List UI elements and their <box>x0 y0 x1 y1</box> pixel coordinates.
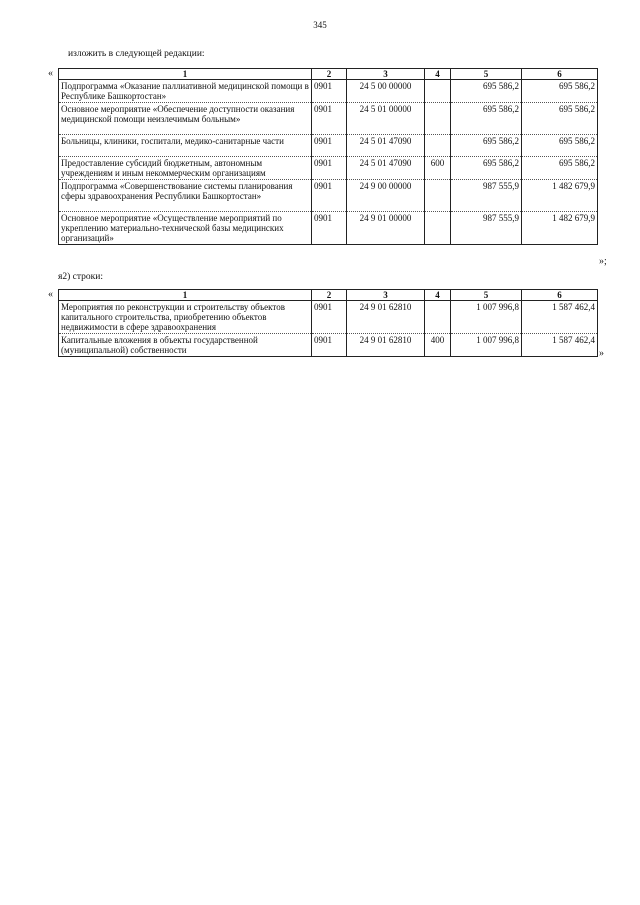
quote-open-1: « <box>48 68 53 79</box>
column-header: 6 <box>522 290 598 301</box>
row-value-6: 695 586,2 <box>522 103 598 135</box>
row-value-5: 1 007 996,8 <box>451 301 522 334</box>
table-row <box>59 334 598 357</box>
row-name: Подпрограмма «Оказание паллиативной медицинской помощи в Республике Башкортостан» <box>59 80 312 103</box>
row-section: 0901 <box>312 180 347 212</box>
row-code: 24 5 01 00000 <box>347 103 425 135</box>
row-code: 24 5 00 00000 <box>347 80 425 103</box>
table-row <box>59 212 598 245</box>
column-header: 4 <box>425 69 451 80</box>
row-name: Больницы, клиники, госпитали, медико-санитарные части <box>59 135 312 157</box>
intro-text: изложить в следующей редакции: <box>68 49 205 59</box>
column-header: 6 <box>522 69 598 80</box>
row-value-5: 695 586,2 <box>451 135 522 157</box>
budget-table-1 <box>58 68 598 245</box>
quote-close-2: » <box>599 348 604 359</box>
table-header-row <box>59 69 598 80</box>
row-code: 24 9 00 00000 <box>347 180 425 212</box>
table-row <box>59 103 598 135</box>
row-value-6: 695 586,2 <box>522 135 598 157</box>
row-type <box>425 103 451 135</box>
row-name: Основное мероприятие «Осуществление мероприятий по укреплению материально-технической базы медицинских организаций» <box>59 212 312 245</box>
quote-open-2: « <box>48 289 53 300</box>
row-value-5: 695 586,2 <box>451 80 522 103</box>
row-value-6: 695 586,2 <box>522 157 598 180</box>
table-row <box>59 180 598 212</box>
row-section: 0901 <box>312 212 347 245</box>
row-code: 24 9 01 62810 <box>347 334 425 357</box>
row-value-5: 1 007 996,8 <box>451 334 522 357</box>
column-header: 2 <box>312 69 347 80</box>
row-type <box>425 180 451 212</box>
row-name: Мероприятия по реконструкции и строительству объектов капитального строительства, приобретению объектов недвижимости в сфере здравоохранения <box>59 301 312 334</box>
table-header-row <box>59 290 598 301</box>
row-value-5: 695 586,2 <box>451 157 522 180</box>
row-section: 0901 <box>312 334 347 357</box>
page-number: 345 <box>313 20 327 30</box>
table-row <box>59 135 598 157</box>
column-header: 1 <box>59 290 312 301</box>
row-value-6: 1 587 462,4 <box>522 301 598 334</box>
row-value-5: 695 586,2 <box>451 103 522 135</box>
row-value-6: 1 587 462,4 <box>522 334 598 357</box>
row-value-6: 1 482 679,9 <box>522 212 598 245</box>
table-row <box>59 157 598 180</box>
row-section: 0901 <box>312 157 347 180</box>
row-name: Основное мероприятие «Обеспечение доступности оказания медицинской помощи неизлечимым больным» <box>59 103 312 135</box>
row-type: 600 <box>425 157 451 180</box>
row-type <box>425 212 451 245</box>
row-section: 0901 <box>312 103 347 135</box>
column-header: 5 <box>451 69 522 80</box>
row-code: 24 5 01 47090 <box>347 157 425 180</box>
row-type <box>425 80 451 103</box>
row-type <box>425 301 451 334</box>
column-header: 3 <box>347 290 425 301</box>
row-value-5: 987 555,9 <box>451 180 522 212</box>
budget-table-2 <box>58 289 598 357</box>
column-header: 1 <box>59 69 312 80</box>
row-name: Подпрограмма «Совершенствование системы планирования сферы здравоохранения Республики Башкортостан» <box>59 180 312 212</box>
row-value-5: 987 555,9 <box>451 212 522 245</box>
section-label: я2) строки: <box>58 272 103 282</box>
row-code: 24 9 01 00000 <box>347 212 425 245</box>
table-row <box>59 80 598 103</box>
row-name: Предоставление субсидий бюджетным, автономным учреждениям и иным некоммерческим организациям <box>59 157 312 180</box>
column-header: 5 <box>451 290 522 301</box>
row-value-6: 695 586,2 <box>522 80 598 103</box>
column-header: 2 <box>312 290 347 301</box>
row-section: 0901 <box>312 135 347 157</box>
row-code: 24 9 01 62810 <box>347 301 425 334</box>
row-type: 400 <box>425 334 451 357</box>
row-section: 0901 <box>312 301 347 334</box>
column-header: 3 <box>347 69 425 80</box>
table-row <box>59 301 598 334</box>
row-name: Капитальные вложения в объекты государственной (муниципальной) собственности <box>59 334 312 357</box>
column-header: 4 <box>425 290 451 301</box>
row-type <box>425 135 451 157</box>
row-value-6: 1 482 679,9 <box>522 180 598 212</box>
quote-close-1: »; <box>599 256 607 267</box>
row-section: 0901 <box>312 80 347 103</box>
row-code: 24 5 01 47090 <box>347 135 425 157</box>
